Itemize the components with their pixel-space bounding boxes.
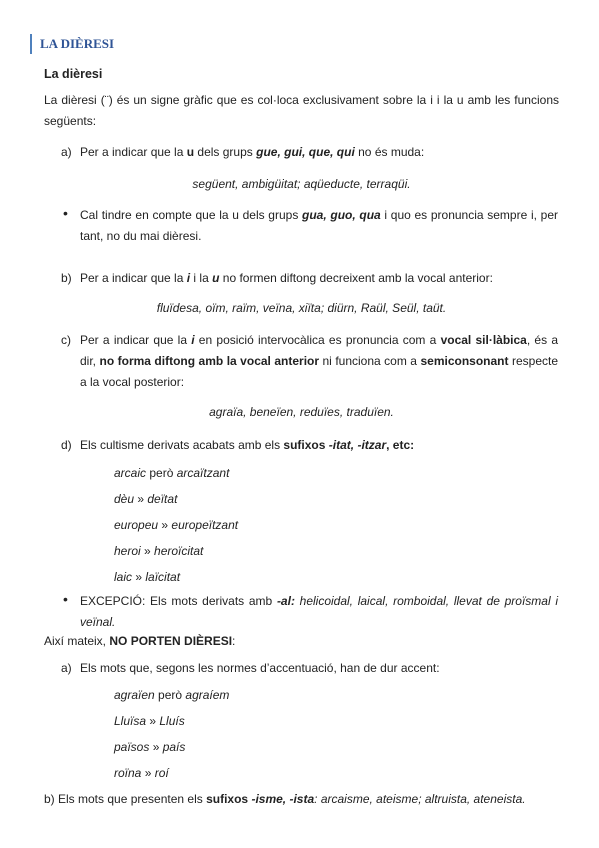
item-a-t3: dels grups xyxy=(194,145,257,159)
item-b-t5: no formen diftong decreixent amb la vocal anterior: xyxy=(219,271,493,285)
bullet2-t3: helicoidal, laical, romboidal, llevat de proïsmal i veïnal. xyxy=(80,594,559,629)
word-base: dèu xyxy=(114,492,135,506)
also-paragraph xyxy=(44,634,235,648)
intro-paragraph: La dièresi (¨) és un signe gràfic que es col·loca exclusivament sobre la i i la u amb les funcions següents: xyxy=(44,93,559,128)
list-item xyxy=(114,544,203,558)
item-a-t2: u xyxy=(186,145,195,159)
bullet1-t2: gua, guo, qua xyxy=(302,208,381,222)
word-derived: agraíem xyxy=(185,688,230,702)
item-c-t9: respecte a la vocal posterior: xyxy=(80,354,558,389)
list-item xyxy=(114,466,229,480)
item-b2-t4: : arcaisme, ateisme; altruista, ateneista. xyxy=(314,792,526,806)
item-b-text xyxy=(80,268,558,289)
word-sep: però xyxy=(146,466,177,480)
word-base: roïna xyxy=(114,766,142,780)
word-derived: país xyxy=(162,740,186,754)
item-d-t2: sufixos xyxy=(283,438,329,452)
word-derived: Lluís xyxy=(159,714,185,728)
bullet2-t1: EXCEPCIÓ: Els mots derivats amb xyxy=(80,594,277,608)
bullet1-t1: Cal tindre en compte que la u dels grups xyxy=(80,208,303,222)
item-c-label: c) xyxy=(61,333,71,347)
list-item xyxy=(114,688,229,702)
also-t3: : xyxy=(232,634,236,648)
also-t1: Així mateix, xyxy=(44,634,110,648)
item-c-t2: i xyxy=(191,333,195,347)
section-heading: LA DIÈRESI xyxy=(30,34,114,54)
item-b-t4: u xyxy=(212,271,220,285)
item-b-t1: Per a indicar que la xyxy=(80,271,187,285)
item-b2-t2: sufixos xyxy=(206,792,252,806)
item-b-t3: i la xyxy=(190,271,213,285)
word-derived: deïtat xyxy=(147,492,178,506)
item-d-text xyxy=(80,435,558,456)
word-derived: arcaïtzant xyxy=(176,466,230,480)
item-a2-label: a) xyxy=(61,661,72,675)
word-derived: roí xyxy=(154,766,169,780)
list-item xyxy=(114,714,185,728)
word-derived: europeïtzant xyxy=(171,518,239,532)
item-b-t2: i xyxy=(186,271,191,285)
item-c-example: agraïa, beneïen, reduïes, traduïen. xyxy=(209,405,394,419)
word-base: països xyxy=(114,740,150,754)
word-sep: » xyxy=(132,570,146,584)
item-b2-t3: -isme, -ista xyxy=(251,792,315,806)
item-d-t1: Els cultisme derivats acabats amb els xyxy=(80,438,284,452)
word-derived: heroïcitat xyxy=(154,544,204,558)
item-c-t5: , és a dir, xyxy=(80,333,558,368)
item-d-t3: -itat, -itzar xyxy=(328,438,387,452)
item-b-example: fluïdesa, oïm, raïm, veïna, xiïta; diürn, Raül, Seül, taüt. xyxy=(156,301,447,315)
word-sep: » xyxy=(149,740,163,754)
word-base: laic xyxy=(114,570,133,584)
item-c-t6: no forma diftong amb la vocal anterior xyxy=(99,354,320,368)
item-c-text xyxy=(80,330,558,393)
item-a-t1: Per a indicar que la xyxy=(80,145,187,159)
item-d-t4: , etc: xyxy=(386,438,415,452)
word-base: heroi xyxy=(114,544,141,558)
item-a-text xyxy=(80,142,558,163)
item-b2-text xyxy=(44,792,526,806)
word-sep: » xyxy=(134,492,148,506)
item-c-t1: Per a indicar que la xyxy=(80,333,192,347)
word-base: arcaic xyxy=(114,466,147,480)
list-item xyxy=(114,492,177,506)
bullet1-t3: i quo es pronuncia sempre i, per tant, no du mai dièresi. xyxy=(80,208,558,243)
word-sep: » xyxy=(140,544,155,558)
item-d-label: d) xyxy=(61,438,72,452)
item-a-t5: no és muda: xyxy=(354,145,425,159)
word-derived: laïcitat xyxy=(145,570,181,584)
subtitle: La dièresi xyxy=(44,67,103,81)
word-sep: » xyxy=(158,518,172,532)
item-c-t3: en posició intervocàlica es pronuncia com a xyxy=(194,333,441,347)
word-sep: però xyxy=(154,688,186,702)
item-a-label: a) xyxy=(61,145,72,159)
item-c-t8: semiconsonant xyxy=(420,354,509,368)
also-t2: NO PORTEN DIÈRESI xyxy=(109,634,233,648)
bullet-dot: • xyxy=(63,205,68,221)
bullet1-text xyxy=(80,205,558,247)
item-c-t4: vocal sil·làbica xyxy=(440,333,527,347)
item-b-label: b) xyxy=(61,271,72,285)
item-a2-text: Els mots que, segons les normes d’accentuació, han de dur accent: xyxy=(80,661,440,675)
word-base: agraïen xyxy=(114,688,155,702)
word-base: europeu xyxy=(114,518,159,532)
bullet2-t2: -al: xyxy=(276,594,295,608)
list-item xyxy=(114,518,238,532)
item-b2-t1: b) Els mots que presenten els xyxy=(44,792,207,806)
word-base: Lluïsa xyxy=(114,714,147,728)
list-item xyxy=(114,766,169,780)
list-item xyxy=(114,570,180,584)
word-sep: » xyxy=(146,714,160,728)
bullet-dot: • xyxy=(63,591,68,607)
item-a-t4: gue, gui, que, qui xyxy=(256,145,355,159)
bullet2-text xyxy=(80,591,558,633)
word-sep: » xyxy=(141,766,155,780)
item-c-t7: ni funciona com a xyxy=(319,354,421,368)
list-item xyxy=(114,740,185,754)
item-a-example: següent, ambigüitat; aqüeducte, terraqüi. xyxy=(192,177,411,191)
